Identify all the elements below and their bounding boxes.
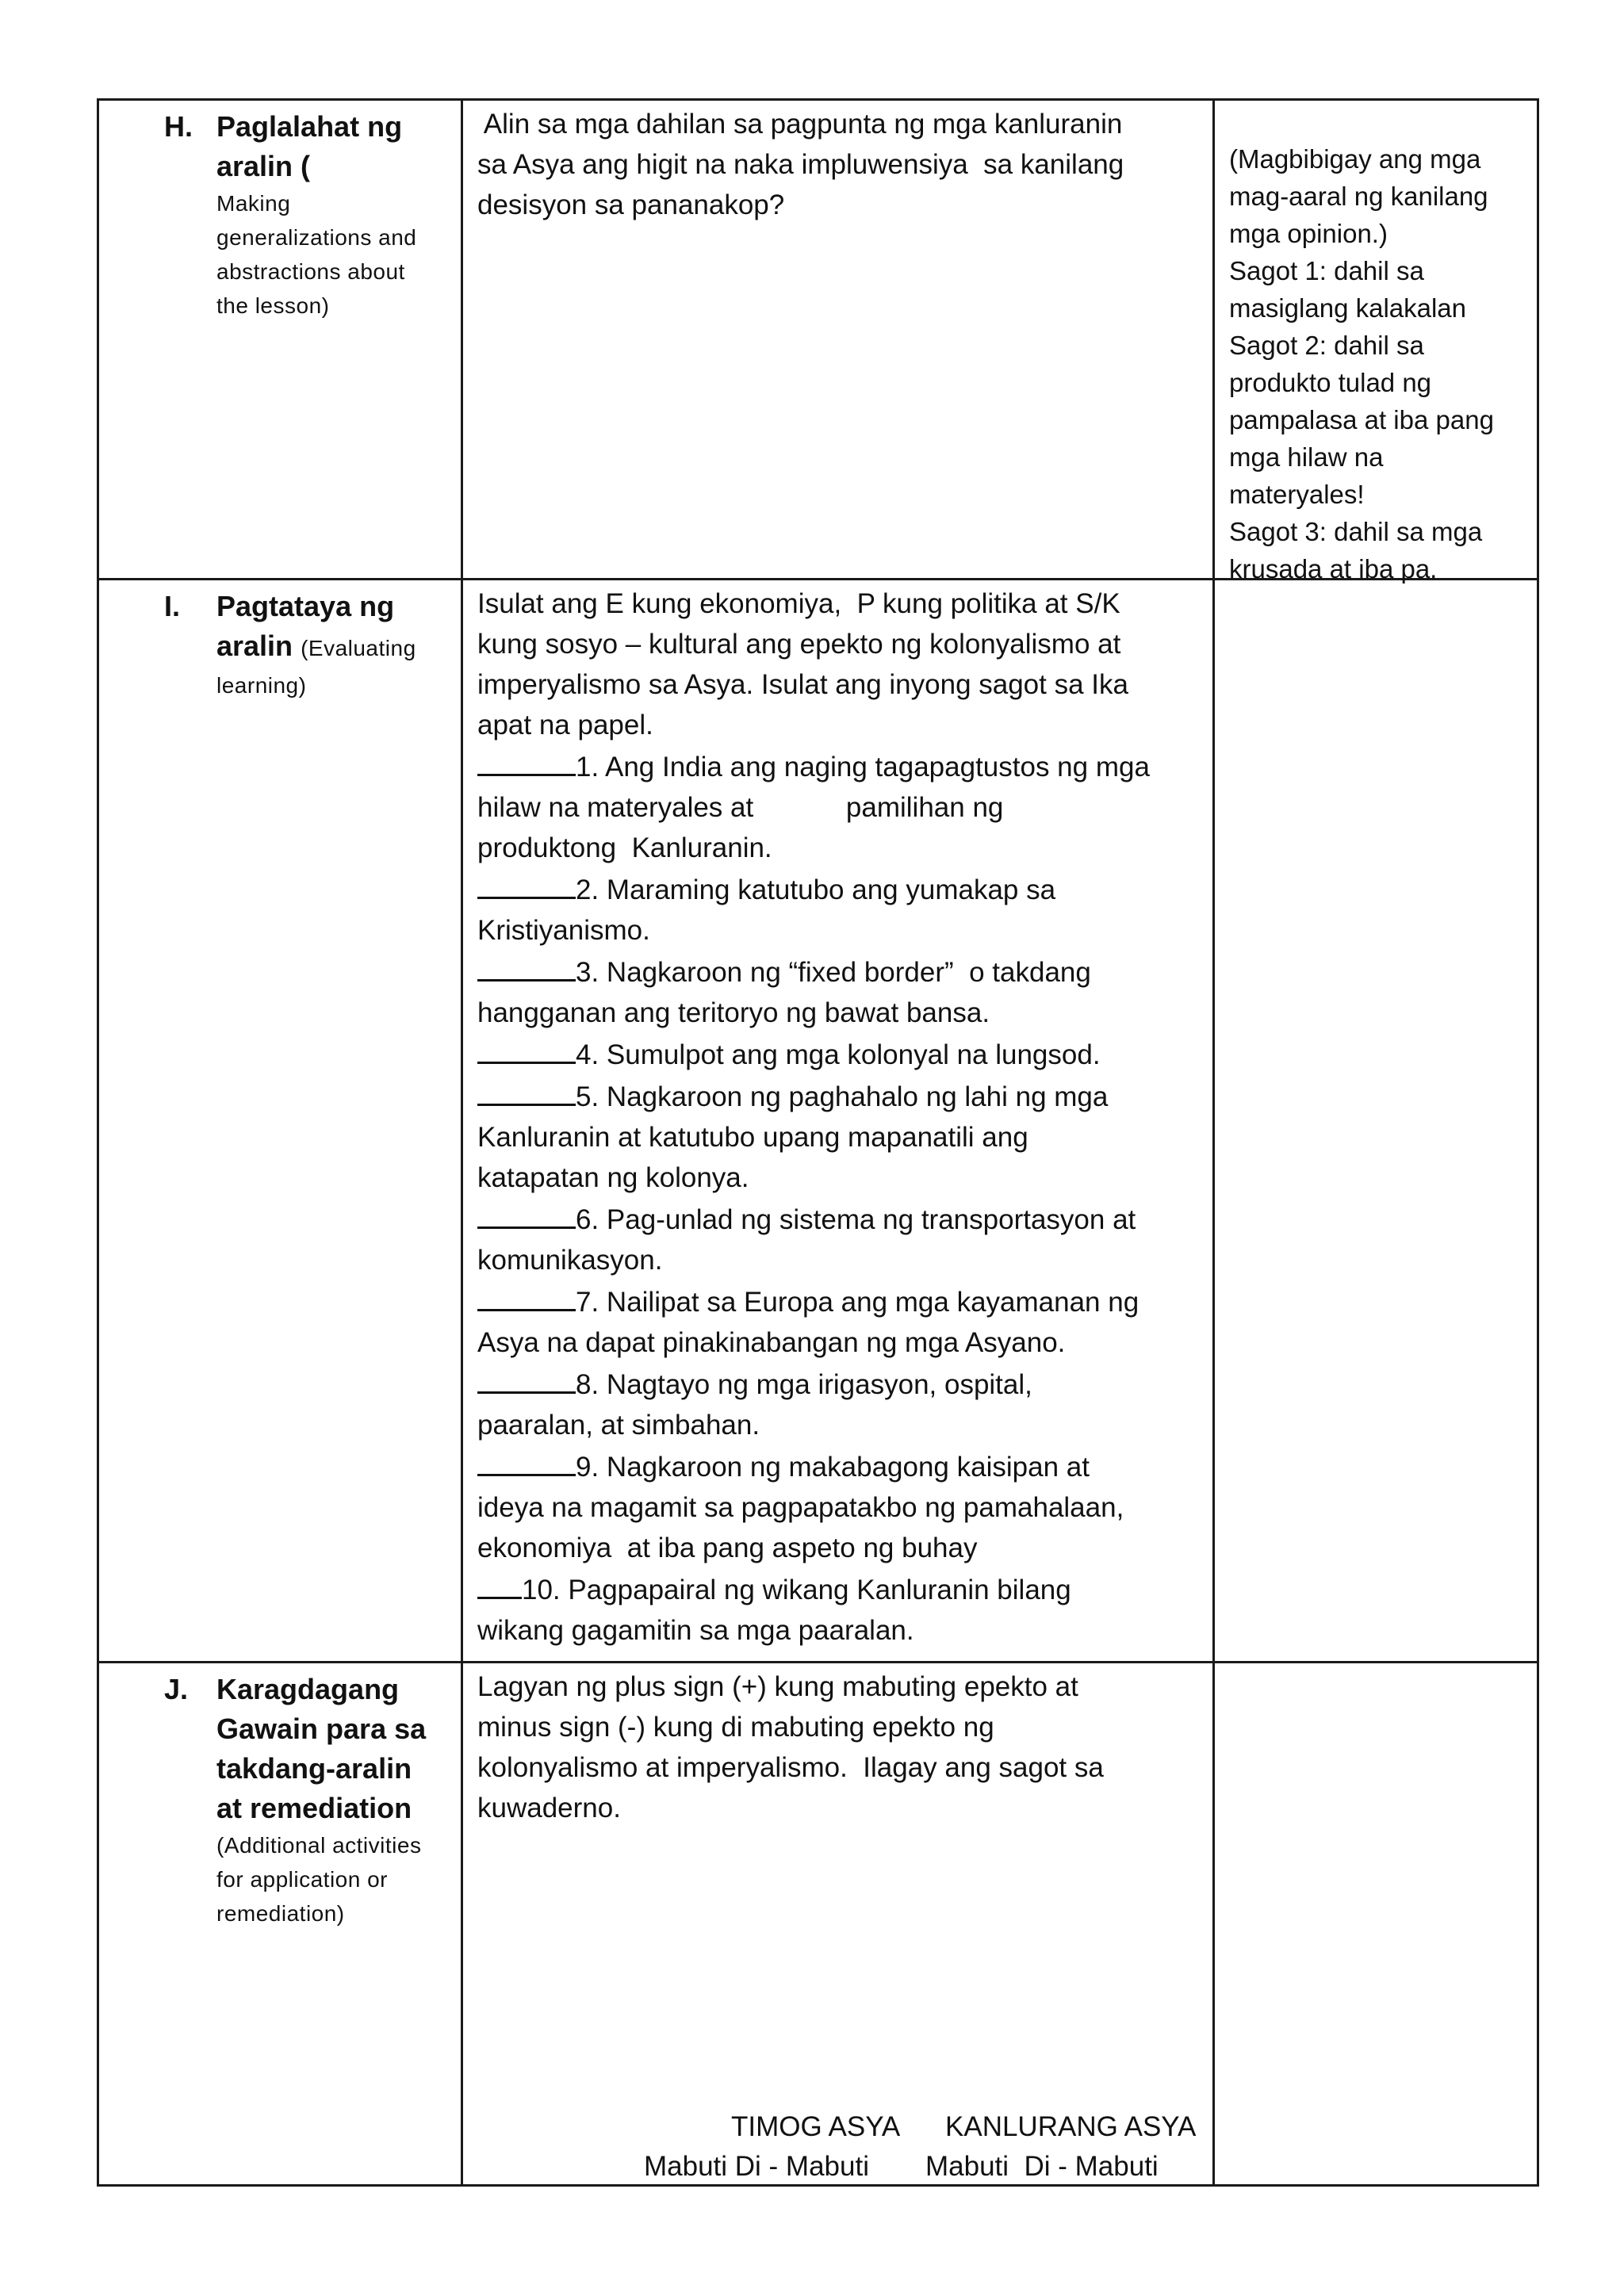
- section-j-note: (Additional activities for application or remediation): [216, 1833, 422, 1926]
- quiz-item-continuation: wikang gagamitin sa mga paaralan.: [477, 1615, 914, 1646]
- quiz-item-continuation: ideya na magamit sa pagpapatakbo ng pamahalaan,: [477, 1492, 1124, 1523]
- quiz-item-7: [477, 1280, 1207, 1322]
- quiz-item-2: [477, 868, 1207, 910]
- section-h-letter: H.: [164, 110, 193, 143]
- answer-blank: [477, 1568, 522, 1599]
- section-h-answer-cell: [1214, 100, 1538, 584]
- section-i-title: [216, 587, 454, 668]
- section-h-answers: [1229, 140, 1530, 587]
- section-h-note: Making generalizations and abstractions about the lesson): [216, 191, 417, 318]
- answer-line: materyales!: [1229, 480, 1365, 509]
- question-line: desisyon sa pananakop?: [477, 189, 785, 220]
- section-i-title-text: Pagtataya ng aralin: [216, 590, 395, 662]
- answer-line: produkto tulad ng: [1229, 368, 1432, 397]
- quiz-item-continuation: hilaw na materyales at pamilihan ng: [477, 792, 1004, 823]
- section-i-note: learning): [216, 673, 307, 698]
- instruction-line: minus sign (-) kung di mabuting epekto ng: [477, 1712, 994, 1743]
- region-comparison-table: [644, 2107, 1215, 2187]
- section-h-row: [98, 100, 1538, 580]
- answer-blank: [477, 745, 576, 776]
- section-j-label-cell: [98, 1663, 462, 2186]
- quiz-item-text: 8. Nagtayo ng mga irigasyon, ospital,: [576, 1369, 1032, 1400]
- quiz-item-text: 1. Ang India ang naging tagapagtustos ng mga: [576, 752, 1150, 783]
- section-i-quiz: [477, 584, 1207, 1651]
- quiz-item-5: [477, 1075, 1207, 1117]
- quiz-item-text: 10. Pagpapairal ng wikang Kanluranin bilang: [522, 1575, 1071, 1605]
- answer-blank: [477, 868, 576, 899]
- answer-line: mga opinion.): [1229, 219, 1388, 248]
- answer-blank: [477, 1363, 576, 1394]
- quiz-item-continuation: Asya na dapat pinakinabangan ng mga Asyano.: [477, 1327, 1066, 1358]
- instruction-line: kuwaderno.: [477, 1793, 621, 1823]
- region-west-header: KANLURANG ASYA: [945, 2111, 1197, 2142]
- quiz-item-text: 4. Sumulpot ang mga kolonyal na lungsod.: [576, 1039, 1101, 1070]
- instruction-line: kung sosyo – kultural ang epekto ng kolonyalismo at: [477, 629, 1121, 660]
- section-i-row: [98, 580, 1538, 1663]
- answer-blank: [477, 1198, 576, 1229]
- answer-blank: [477, 1075, 576, 1106]
- quiz-item-continuation: produktong Kanluranin.: [477, 832, 772, 863]
- region-west-columns: Mabuti Di - Mabuti: [925, 2151, 1159, 2182]
- quiz-item-continuation: ekonomiya at iba pang aspeto ng buhay: [477, 1533, 978, 1563]
- instruction-line: Lagyan ng plus sign (+) kung mabuting epekto at: [477, 1671, 1078, 1702]
- answer-line: Sagot 3: dahil sa mga: [1229, 517, 1483, 546]
- answer-blank: [477, 1445, 576, 1476]
- quiz-item-text: 7. Nailipat sa Europa ang mga kayamanan ng: [576, 1287, 1139, 1318]
- instruction-line: apat na papel.: [477, 710, 653, 740]
- section-j-answer-cell: [1214, 1663, 1538, 2186]
- instruction-line: Isulat ang E kung ekonomiya, P kung politika at S/K: [477, 588, 1120, 619]
- answer-blank: [477, 1280, 576, 1311]
- quiz-item-text: 2. Maraming katutubo ang yumakap sa: [576, 874, 1056, 905]
- answer-line: mga hilaw na: [1229, 442, 1384, 472]
- instruction-line: kolonyalismo at imperyalismo. Ilagay ang sagot sa: [477, 1752, 1104, 1783]
- quiz-item-continuation: paaralan, at simbahan.: [477, 1410, 760, 1441]
- section-i-title-note: (Evaluating: [301, 636, 416, 660]
- section-j-content-cell: [462, 1663, 1214, 2186]
- region-south-header: TIMOG ASYA: [731, 2111, 901, 2142]
- question-line: sa Asya ang higit na naka impluwensiya sa kanilang: [477, 149, 1124, 180]
- answer-blank: [477, 1033, 576, 1064]
- answer-line: masiglang kalakalan: [1229, 293, 1467, 323]
- quiz-item-continuation: Kanluranin at katutubo upang mapanatili ang: [477, 1122, 1028, 1153]
- section-i-answer-cell: [1214, 580, 1538, 1663]
- answer-line: Sagot 1: dahil sa: [1229, 256, 1424, 285]
- quiz-item-continuation: Kristiyanismo.: [477, 915, 650, 946]
- answer-line: Sagot 2: dahil sa: [1229, 331, 1424, 360]
- region-headers: [644, 2107, 1215, 2147]
- quiz-item-continuation: katapatan ng kolonya.: [477, 1162, 749, 1193]
- quiz-item-1: [477, 745, 1207, 787]
- answer-line: mag-aaral ng kanilang: [1229, 182, 1488, 211]
- quiz-item-text: 3. Nagkaroon ng “fixed border” o takdang: [576, 957, 1091, 988]
- instruction-line: imperyalismo sa Asya. Isulat ang inyong sagot sa Ika: [477, 669, 1128, 700]
- section-h-title: Paglalahat ng aralin (: [216, 110, 403, 182]
- quiz-item-9: [477, 1445, 1207, 1487]
- quiz-item-6: [477, 1198, 1207, 1240]
- answer-line: pampalasa at iba pang: [1229, 405, 1494, 434]
- region-subheaders: [644, 2147, 1215, 2187]
- answer-line: krusada at iba pa.: [1229, 554, 1438, 584]
- region-south-columns: Mabuti Di - Mabuti: [644, 2151, 869, 2182]
- quiz-item-text: 5. Nagkaroon ng paghahalo ng lahi ng mga: [576, 1081, 1109, 1112]
- answer-blank: [477, 951, 576, 982]
- quiz-item-text: 6. Pag-unlad ng sistema ng transportasyon at: [576, 1204, 1136, 1235]
- section-j-letter: J.: [164, 1673, 189, 1705]
- section-j-title: Karagdagang Gawain para sa takdang-aralin at remediation: [216, 1673, 427, 1824]
- section-h-label-cell: [98, 100, 462, 580]
- lesson-plan-table: [97, 98, 1539, 2187]
- section-h-question: [477, 104, 1207, 225]
- section-i-label-cell: [98, 580, 462, 1663]
- section-h-content-cell: [462, 100, 1214, 580]
- section-j-instructions: [477, 1667, 1207, 1828]
- question-line: Alin sa mga dahilan sa pagpunta ng mga kanluranin: [477, 109, 1123, 140]
- quiz-item-4: [477, 1033, 1207, 1075]
- section-i-letter: I.: [164, 590, 181, 622]
- quiz-item-continuation: komunikasyon.: [477, 1245, 663, 1276]
- quiz-item-3: [477, 951, 1207, 993]
- quiz-item-8: [477, 1363, 1207, 1405]
- section-i-content-cell: [462, 580, 1214, 1663]
- answer-line: (Magbibigay ang mga: [1229, 144, 1481, 174]
- section-j-row: [98, 1663, 1538, 2186]
- quiz-item-continuation: hangganan ang teritoryo ng bawat bansa.: [477, 997, 990, 1028]
- quiz-item-10: [477, 1568, 1207, 1610]
- quiz-item-text: 9. Nagkaroon ng makabagong kaisipan at: [576, 1452, 1090, 1483]
